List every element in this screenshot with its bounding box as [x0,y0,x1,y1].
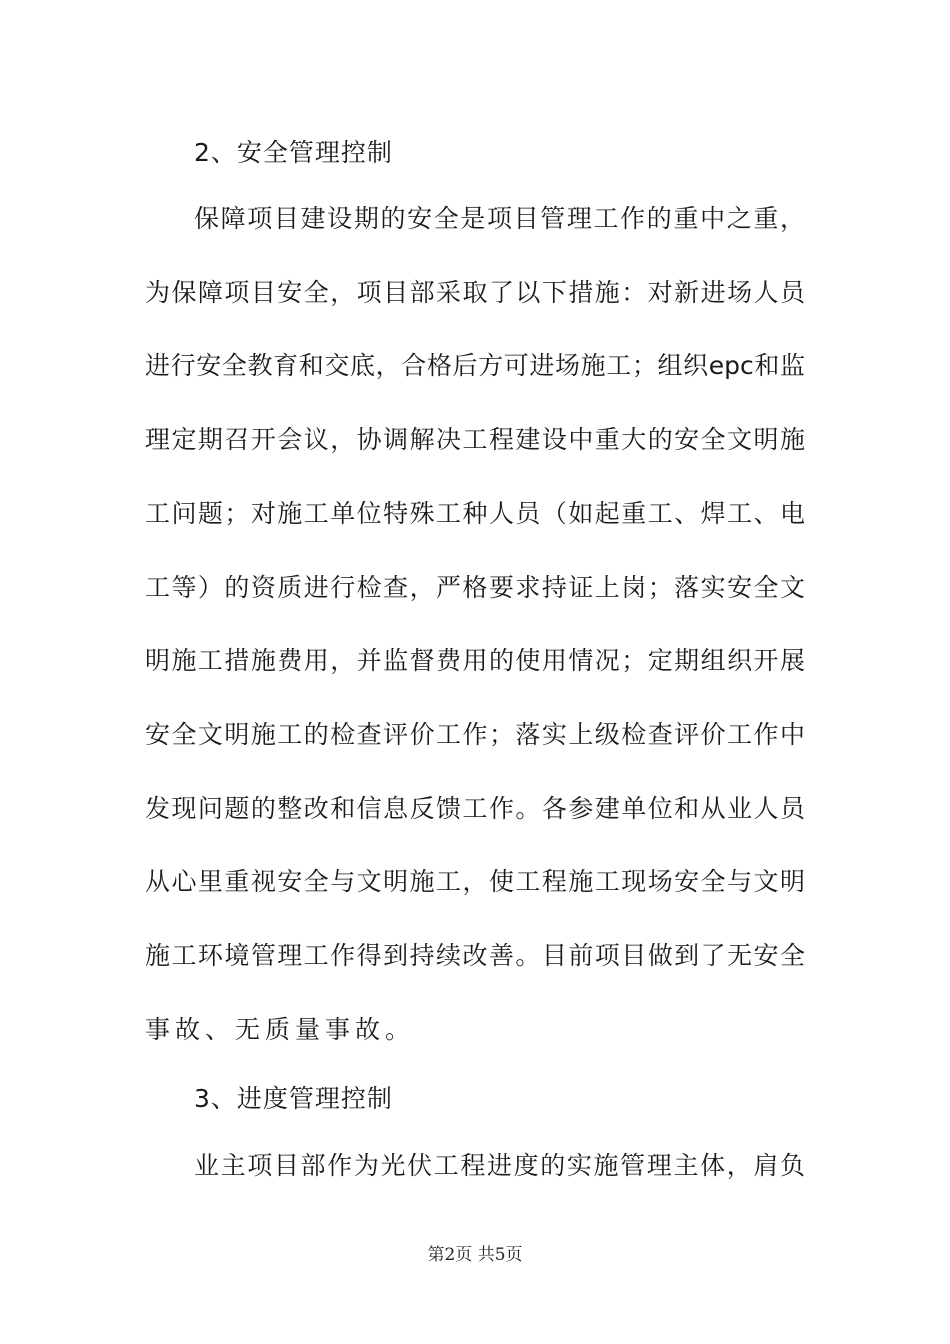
paragraph-line: 事故、无质量事故。 [145,1015,416,1044]
paragraph-line: 安全文明施工的检查评价工作；落实上级检查评价工作中 [145,720,805,749]
page-number-footer: 第2页 共5页 [427,1245,523,1265]
paragraph-line: 工问题；对施工单位特殊工种人员（如起重工、焊工、电 [145,499,805,528]
paragraph-line: 从心里重视安全与文明施工，使工程施工现场安全与文明 [145,867,805,896]
paragraph-line: 施工环境管理工作得到持续改善。目前项目做到了无安全 [145,941,805,970]
paragraph-line: 工等）的资质进行检查，严格要求持证上岗；落实安全文 [145,573,805,602]
paragraph-line: 为保障项目安全，项目部采取了以下措施：对新进场人员 [145,278,805,307]
paragraph-line: 进行安全教育和交底，合格后方可进场施工；组织epc和监 [145,351,805,380]
section-heading-safety: 2、安全管理控制 [194,138,393,167]
paragraph-line: 业主项目部作为光伏工程进度的实施管理主体，肩负 [194,1151,805,1180]
section-heading-schedule: 3、进度管理控制 [194,1084,393,1113]
paragraph-line: 理定期召开会议，协调解决工程建设中重大的安全文明施 [145,425,805,454]
paragraph-line: 发现问题的整改和信息反馈工作。各参建单位和从业人员 [145,794,805,823]
paragraph-line: 保障项目建设期的安全是项目管理工作的重中之重， [194,204,805,233]
paragraph-line: 明施工措施费用，并监督费用的使用情况；定期组织开展 [145,646,805,675]
